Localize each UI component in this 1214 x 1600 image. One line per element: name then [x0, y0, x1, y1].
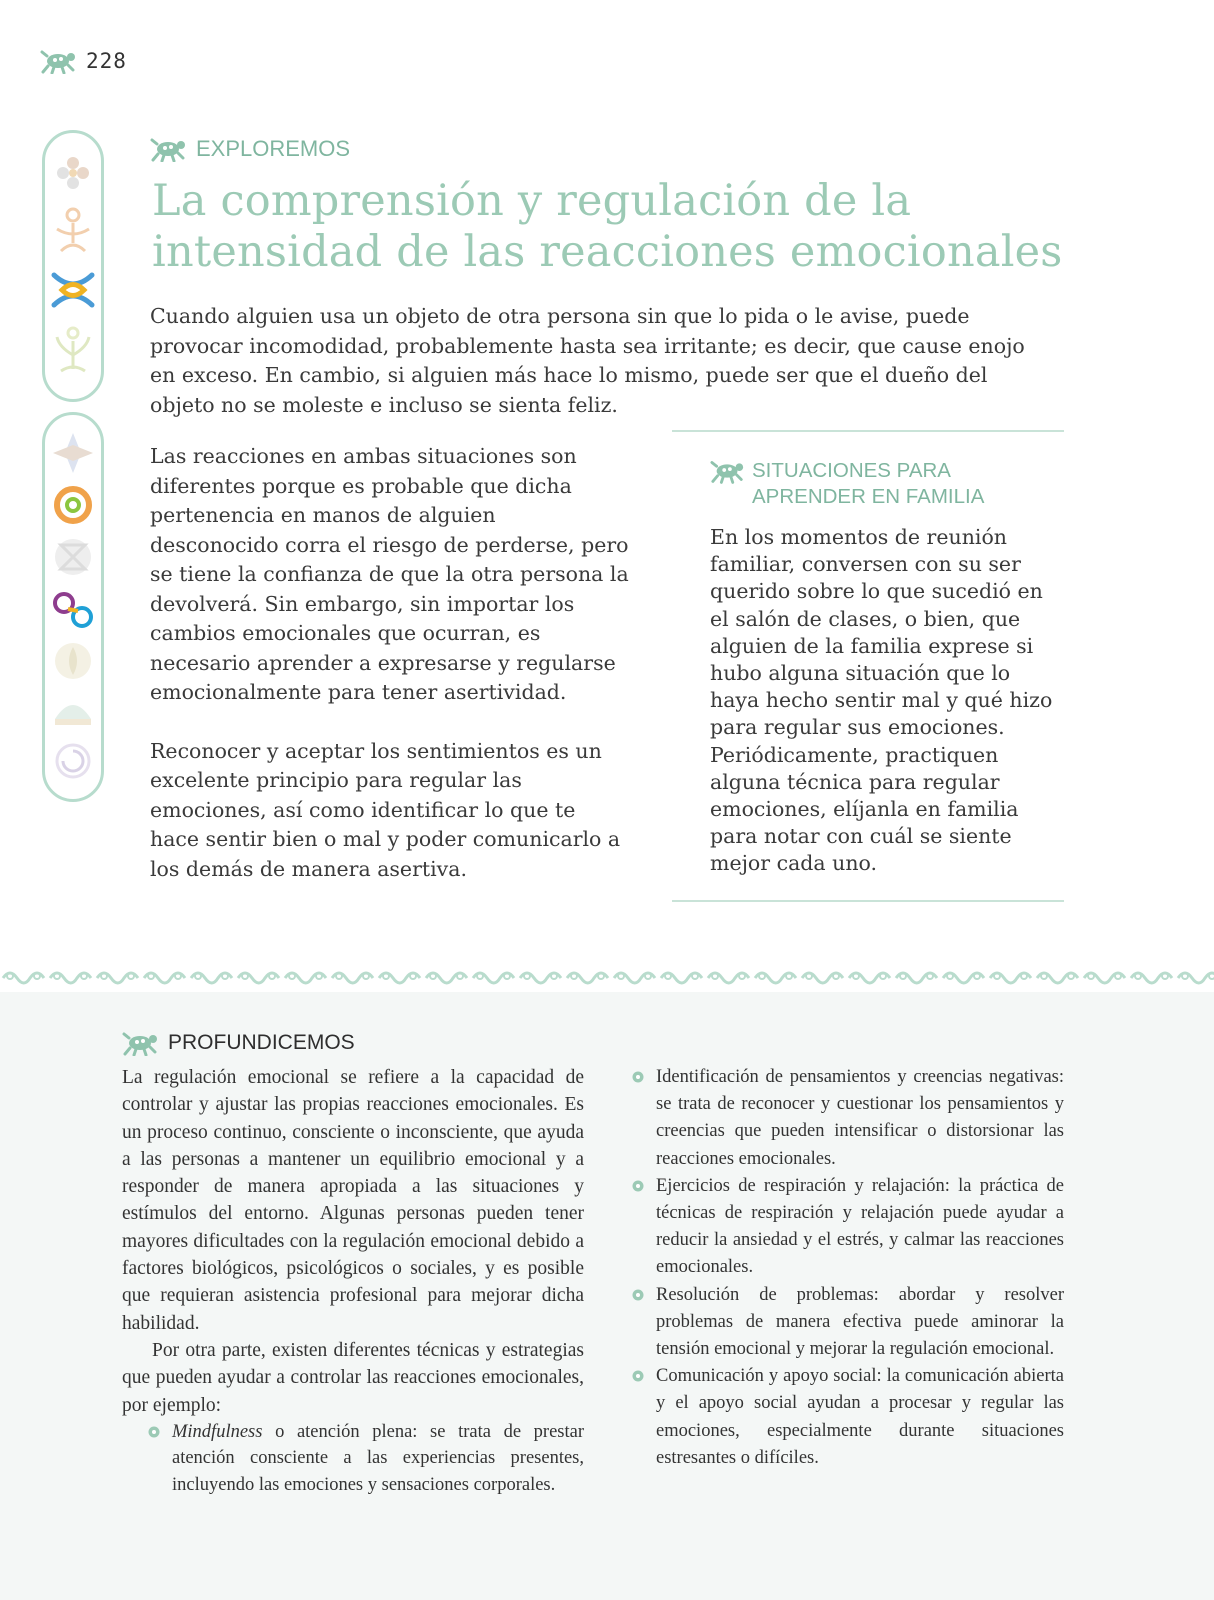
spiral-bullet-icon [632, 1180, 644, 1192]
bullet-mindfulness-term: Mindfulness [172, 1421, 263, 1442]
intro-paragraph: Cuando alguien usa un objeto de otra persona sin que lo pida o le avise, puede provocar incomodidad, probablemente hasta sea irritante; es decir, que cause enojo en exceso. En cambio, si alguien más hace lo mismo, puede ser que el dueño del objeto no se moleste e incluso se sienta feliz. [150, 304, 1025, 417]
hourglass-icon [51, 535, 95, 579]
bullet-text: Resolución de problemas: abordar y resolver problemas de manera efectiva puede aminorar la tensión emocional y mejorar la regulación emocional. [656, 1284, 1064, 1360]
bullet-text: Comunicación y apoyo social: la comunicación abierta y el apoyo social ayudan a procesar y regular las emociones, especialmente durante situaciones estresantes o difíciles. [656, 1366, 1064, 1468]
deepen-label-text: PROFUNDICEMOS [168, 1031, 355, 1054]
bullet-text: Identificación de pensamientos y creencias negativas: se trata de reconocer y cuestionar los pensamientos y creencias que pueden intensificar o distorsionar las reacciones emocionales. [656, 1067, 1064, 1169]
compass-star-icon [51, 431, 95, 475]
shell-icon [51, 691, 95, 731]
lotus-icon [51, 639, 95, 683]
bullet-mindfulness [122, 1419, 584, 1499]
side-rail-top [42, 130, 104, 402]
explore-label-text: EXPLOREMOS [196, 136, 351, 161]
family-situations-box [672, 430, 1064, 902]
page-number: 228 [86, 49, 127, 73]
spiral-bullet-icon [632, 1071, 644, 1083]
sprout-icon [51, 325, 95, 375]
spiral-bullet-icon [632, 1289, 644, 1301]
explore-body [150, 442, 630, 884]
deepen-left-column [122, 1064, 584, 1498]
spiral-bullet-icon [632, 1370, 644, 1382]
bullet-item [632, 1282, 1064, 1364]
linked-circles-icon [48, 587, 98, 631]
bullet-item [632, 1064, 1064, 1173]
target-ring-icon [51, 483, 95, 527]
connection-icon [48, 265, 98, 315]
explore-paragraph-1: Las reacciones en ambas situaciones son diferentes porque es probable que dicha pertenencia en manos de alguien desconocido corra el riesgo de perderse, pero se tiene la confianza de que la otra persona la devolverá. Sin embargo, sin importar los cambios emocionales que ocurran, es necesario aprender a expresarse y regularse emocionalmente para tener asertividad. [150, 444, 629, 704]
bullet-text: Ejercicios de respiración y relajación: la práctica de técnicas de respiración y relajación puede ayudar a reducir la ansiedad y el estrés, y calmar las reacciones emocionales. [656, 1175, 1064, 1278]
page-number-block [40, 48, 127, 74]
deepen-right-column [632, 1064, 1064, 1472]
turtle-glyph-icon [40, 48, 78, 74]
side-rail-bottom [42, 412, 104, 802]
flower-icon [51, 151, 95, 195]
figure-icon [51, 205, 95, 255]
explore-paragraph-2: Reconocer y aceptar los sentimientos es un excelente principio para regular las emociones, así como identificar lo que te hace sentir bien o mal y poder comunicarlo a los demás de manera asertiva. [150, 738, 621, 881]
deepen-paragraph-1: La regulación emocional se refiere a la capacidad de controlar y ajustar las propias reacciones emocionales. Es un proceso continuo, consciente o inconsciente, que ayuda a las personas a mantener un equilibrio emocional y a responder de manera apropiada a las situaciones y estímulos del entorno. Algunas personas pueden tener mayores dificultades con la regulación emocional debido a factores biológicos, psicológicos o sociales, y es posible que requieran asistencia profesional para mejorar dicha habilidad. [122, 1067, 584, 1334]
bullet-item [632, 1173, 1064, 1282]
bullet-item [632, 1363, 1064, 1472]
deepen-section-label [122, 1030, 355, 1056]
turtle-glyph-icon [710, 458, 746, 484]
deepen-paragraph-2: Por otra parte, existen diferentes técnicas y estrategias que pueden ayudar a controlar las reacciones emocionales, por ejemplo: [122, 1339, 584, 1416]
family-text: En los momentos de reunión familiar, conversen con su ser querido sobre lo que sucedió en el salón de clases, o bien, que alguien de la familia exprese si hubo alguna situación que lo haya hecho sentir mal y qué hizo para regular sus emociones. Periódicamente, practiquen alguna técnica para regular emociones, elíjanla en familia para notar con cuál se siente mejor cada uno. [710, 525, 1053, 876]
explore-section-label [150, 136, 350, 162]
swirl-icon [51, 739, 95, 783]
turtle-glyph-icon [122, 1030, 160, 1056]
ornamental-divider [0, 964, 1214, 992]
bullet-mindfulness-text: o atención plena: se trata de prestar atención consciente a las experiencias presentes, incluyendo las emociones y sensaciones corporales. [172, 1421, 584, 1495]
spiral-bullet-icon [148, 1426, 160, 1438]
page-title: La comprensión y regulación de la intensidad de las reacciones emocionales [152, 176, 1063, 277]
family-label-text: SITUACIONES PARA APRENDER EN FAMILIA [752, 459, 985, 508]
turtle-glyph-icon [150, 136, 188, 162]
family-section-label [710, 458, 1032, 510]
